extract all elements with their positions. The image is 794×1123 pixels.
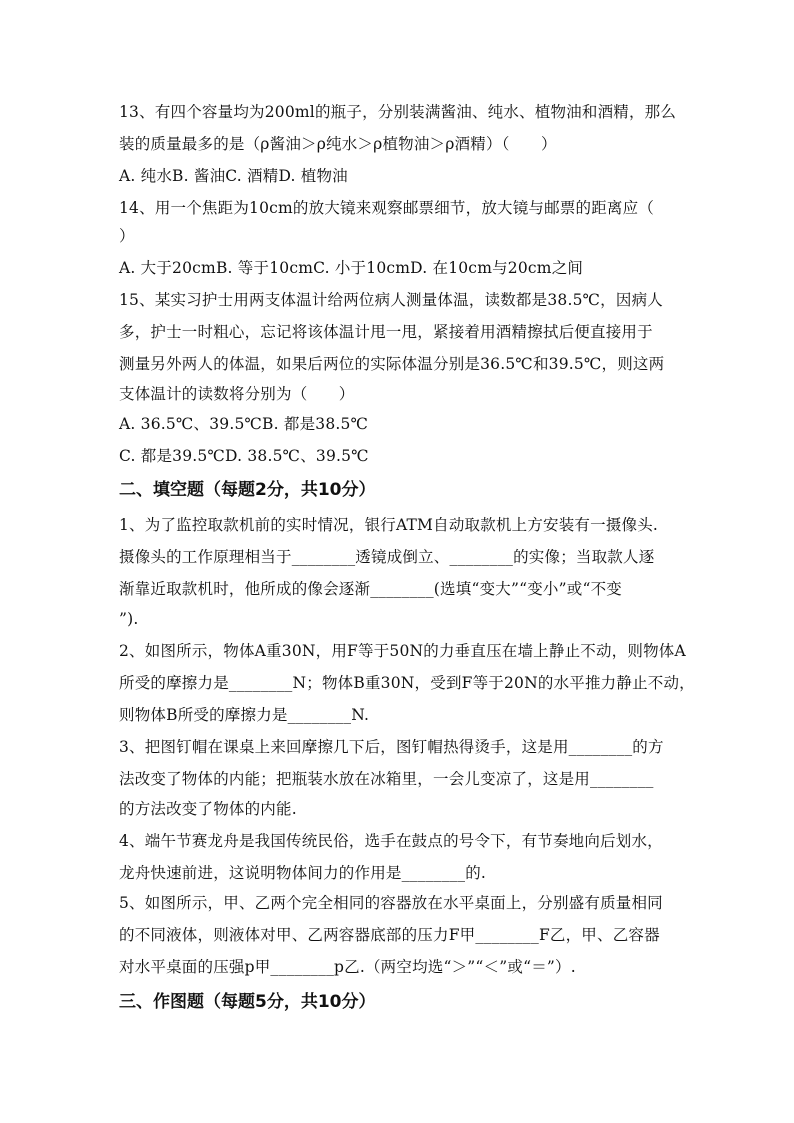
fill5-line-2: 的不同液体，则液体对甲、乙两容器底部的压力F甲________F乙，甲、乙容器 xyxy=(119,926,660,944)
fill1-line-4: ”). xyxy=(119,610,139,628)
q14-options: A. 大于20cmB. 等于10cmC. 小于10cmD. 在10cm与20cm之间 xyxy=(119,259,584,277)
q15-line-3: 测量另外两人的体温，如果后两位的实际体温分别是36.5℃和39.5℃，则这两 xyxy=(119,355,665,373)
q15-line-4: 支体温计的读数将分别为（ ） xyxy=(119,385,355,403)
q14-line-2: ） xyxy=(119,227,135,245)
q13-line-2: 装的质量最多的是（ρ酱油＞ρ纯水＞ρ植物油＞ρ酒精）（ ） xyxy=(119,135,557,153)
fill3-line-3: 的方法改变了物体的内能. xyxy=(119,800,297,818)
fill4-line-2: 龙舟快速前进，这说明物体间力的作用是________的. xyxy=(119,864,487,882)
fill4-line-1: 4、端午节赛龙舟是我国传统民俗，选手在鼓点的号令下，有节奏地向后划水， xyxy=(119,832,663,850)
fill5-line-3: 对水平桌面的压强p甲________p乙.（两空均选“＞”“＜”或“＝”）. xyxy=(119,958,576,976)
fill2-line-3: 则物体B所受的摩擦力是________N. xyxy=(119,706,370,724)
fill2-line-1: 2、如图所示，物体A重30N，用F等于50N的力垂直压在墙上静止不动，则物体A xyxy=(119,642,686,660)
fill2-line-2: 所受的摩擦力是________N；物体B重30N，受到F等于20N的水平推力静止不动， xyxy=(119,674,695,692)
q14-line-1: 14、用一个焦距为10cm的放大镜来观察邮票细节，放大镜与邮票的距离应（ xyxy=(119,199,655,217)
section-drawing-heading: 三、作图题（每题5分，共10分） xyxy=(119,992,376,1012)
fill3-line-2: 法改变了物体的内能；把瓶装水放在冰箱里，一会儿变凉了，这是用________ xyxy=(119,770,654,788)
fill1-line-1: 1、为了监控取款机前的实时情况，银行ATM自动取款机上方安装有一摄像头. xyxy=(119,516,659,534)
q15-options-ab: A. 36.5℃、39.5℃B. 都是38.5℃ xyxy=(119,415,369,433)
fill1-line-2: 摄像头的工作原理相当于________透镜成倒立、________的实像；当取款人逐 xyxy=(119,548,655,566)
fill3-line-1: 3、把图钉帽在课桌上来回摩擦几下后，图钉帽热得烫手，这是用________的方 xyxy=(119,738,664,756)
q15-line-1: 15、某实习护士用两支体温计给两位病人测量体温，读数都是38.5℃，因病人 xyxy=(119,291,663,309)
q13-line-1: 13、有四个容量均为200ml的瓶子，分别装满酱油、纯水、植物油和酒精，那么 xyxy=(119,103,677,121)
q15-line-2: 多，护士一时粗心，忘记将该体温计甩一甩，紧接着用酒精擦拭后便直接用于 xyxy=(119,323,653,341)
fill1-line-3: 渐靠近取款机时，他所成的像会逐渐________(选填“变大”“变小”或“不变 xyxy=(119,580,622,598)
q13-options: A. 纯水B. 酱油C. 酒精D. 植物油 xyxy=(119,167,348,185)
section-fill-blank-heading: 二、填空题（每题2分，共10分） xyxy=(119,480,376,500)
fill5-line-1: 5、如图所示，甲、乙两个完全相同的容器放在水平桌面上，分别盛有质量相同 xyxy=(119,894,663,912)
q15-options-cd: C. 都是39.5℃D. 38.5℃、39.5℃ xyxy=(119,447,369,465)
